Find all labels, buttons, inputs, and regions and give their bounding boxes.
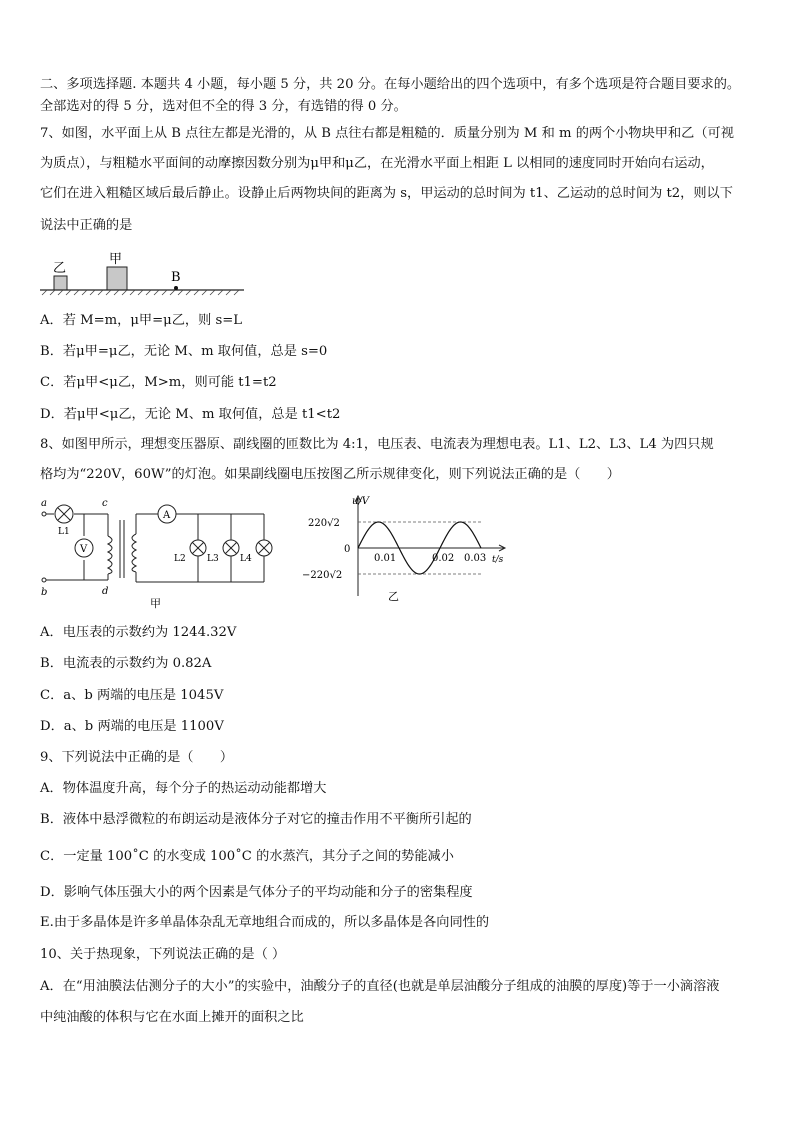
x-tick-001: 0.01	[374, 553, 397, 564]
q8-option-b: B．电流表的示数约为 0.82A	[40, 656, 212, 671]
y-tick-min: −220√2	[302, 570, 343, 581]
label-yi: 乙	[53, 261, 67, 276]
block-jia	[107, 267, 127, 290]
q10-option-a-line2: 中纯油酸的体积与它在水面上摊开的面积之比	[40, 1010, 304, 1025]
section-heading-line1: 二、多项选择题. 本题共 4 小题，每小题 5 分，共 20 分。在每小题给出的四个选项中，有多个选项是符合题目要求的。	[40, 77, 741, 92]
y-axis-label: u/V	[352, 496, 370, 507]
q9-stem: 9、下列说法中正确的是（ ）	[40, 750, 234, 765]
x-tick-003: 0.03	[464, 553, 487, 564]
q9-option-e: E.由于多晶体是许多单晶体杂乱无章地组合而成的，所以多晶体是各向同性的	[40, 915, 490, 930]
q9-option-d: D．影响气体压强大小的两个因素是气体分子的平均动能和分子的密集程度	[40, 885, 473, 900]
lamp-l4-icon	[256, 540, 272, 556]
voltmeter-label: V	[80, 544, 88, 555]
q7-stem-line1: 7、如图，水平面上从 B 点往左都是光滑的，从 B 点往右都是粗糙的．质量分别为 M 和 m 的两个小物块甲和乙（可视	[40, 126, 734, 141]
lamp-l1-icon	[55, 505, 73, 523]
q8-stem-line2: 格均为“220V，60W”的灯泡。如果副线圈电压按图乙所示规律变化，则下列说法正确的是（ ）	[40, 467, 620, 482]
q10-stem: 10、关于热现象，下列说法正确的是（ ）	[40, 947, 286, 962]
lamp-l3-icon	[223, 540, 239, 556]
q7-option-b: B．若μ甲=μ乙，无论 M、m 取何值，总是 s=0	[40, 344, 328, 359]
label-l3: L3	[207, 554, 219, 564]
q7-stem-line4: 说法中正确的是	[40, 218, 133, 233]
y-tick-max: 220√2	[308, 518, 340, 529]
q8-stem-line1: 8、如图甲所示，理想变压器原、副线圈的匝数比为 4:1，电压表、电流表为理想电表。L1、L2、L3、L4 为四只规	[40, 437, 714, 452]
figure-yi-caption: 乙	[388, 590, 399, 603]
terminal-a	[42, 512, 46, 516]
label-b: B	[171, 270, 181, 285]
label-d: d	[102, 586, 109, 597]
x-tick-002: 0.02	[432, 553, 455, 564]
block-yi	[54, 276, 67, 290]
q7-option-d: D．若μ甲<μ乙，无论 M、m 取何值，总是 t1<t2	[40, 407, 341, 422]
q7-option-c: C．若μ甲<μ乙，M>m，则可能 t1=t2	[40, 375, 277, 390]
x-axis-label: t/s	[492, 555, 504, 565]
point-b	[174, 286, 178, 290]
section-heading-line2: 全部选对的得 5 分，选对但不全的得 3 分，有选错的得 0 分。	[40, 99, 407, 114]
terminal-b	[42, 578, 46, 582]
label-a: a	[41, 498, 47, 509]
figure-jia-caption: 甲	[150, 597, 161, 610]
q8-waveform-chart	[296, 492, 516, 604]
q9-option-a: A．物体温度升高，每个分子的热运动动能都增大	[40, 781, 327, 796]
ammeter-label: A	[163, 510, 171, 521]
q8-option-a: A．电压表的示数约为 1244.32V	[40, 625, 237, 640]
label-c: c	[102, 498, 108, 509]
q8-option-d: D．a、b 两端的电压是 1100V	[40, 719, 224, 734]
q7-option-a: A．若 M=m，μ甲=μ乙，则 s=L	[40, 313, 243, 328]
q8-option-c: C．a、b 两端的电压是 1045V	[40, 688, 224, 703]
q10-option-a-line1: A．在“用油膜法估测分子的大小”的实验中，油酸分子的直径(也就是单层油酸分子组成的油膜的厚度)等于一小滴溶液	[40, 979, 720, 994]
label-l2: L2	[174, 554, 186, 564]
q7-stem-line2: 为质点），与粗糙水平面间的动摩擦因数分别为μ甲和μ乙，在光滑水平面上相距 L 以相同的速度同时开始向右运动，	[40, 156, 714, 171]
q8-circuit-figure	[36, 494, 276, 612]
y-tick-zero: 0	[344, 544, 351, 555]
lamp-l2-icon	[190, 540, 206, 556]
q7-stem-line3: 它们在进入粗糙区域后最后静止。设静止后两物块间的距离为 s，甲运动的总时间为 t1、乙运动的总时间为 t2，则以下	[40, 186, 733, 201]
q7-figure	[38, 248, 248, 298]
label-b: b	[41, 587, 48, 598]
label-jia: 甲	[109, 252, 123, 267]
q9-option-c: C．一定量 100˚C 的水变成 100˚C 的水蒸汽，其分子之间的势能减小	[40, 849, 454, 864]
q9-option-b: B．液体中悬浮微粒的布朗运动是液体分子对它的撞击作用不平衡所引起的	[40, 812, 472, 827]
label-l1: L1	[58, 527, 70, 537]
ground-hatching	[42, 290, 239, 295]
label-l4: L4	[240, 554, 252, 564]
